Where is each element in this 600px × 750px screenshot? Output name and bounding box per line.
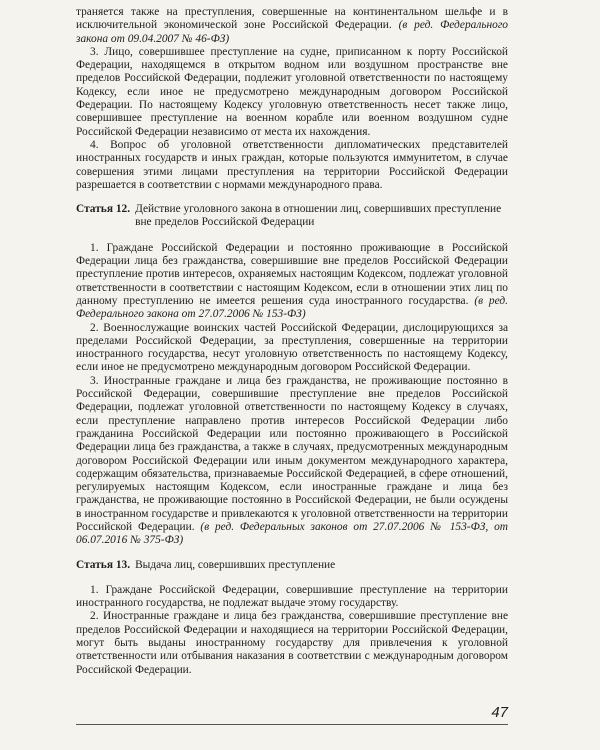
paragraph-3-vessel: 3. Лицо, совершившее преступление на судне, приписанном к порту Российской Федерации, находящемся в открытом водном или воздушном пространстве вне пределов Российской Федерации, подлежит уголовной ответственности по настоящему Кодексу, если иное не предусмотрено международным договором Российской Федерации. По настоящему Кодексу уголовную ответственность несет также лицо, совершившее преступление на военном корабле или военном воздушном судне Российской Федерации независимо от места их нахождения. <box>76 45 508 138</box>
article-12-number: Статья 12. <box>76 203 131 216</box>
article-13-number: Статья 13. <box>76 558 131 571</box>
page-number: 47 <box>491 704 508 721</box>
article-12-paragraph-2: 2. Военнослужащие воинских частей Российской Федерации, дислоцирующихся за пределами Российской Федерации, за преступления, совершенные на территории иностранного государства, несут уголовную ответственность по настоящему Кодексу, если иное не предусмотрено международным договором Российской Федерации. <box>76 321 508 374</box>
article-12-paragraph-3 <box>76 375 508 548</box>
amendment-reference: (в ред. Федеральных законов от 27.07.2006 № 153-ФЗ, от 06.07.2016 № 375-ФЗ) <box>76 520 508 547</box>
amendment-reference: (в ред. Федерального закона от 27.07.2006 № 153-ФЗ) <box>76 294 508 321</box>
paragraph-text: 3. Иностранные граждане и лица без гражданства, не проживающие постоянно в Российской Федерации, совершившие преступление вне пределов Российской Федерации, подлежат уголовной ответственности по настоящему Кодексу в случаях, если преступление направлено против интересов Российской Федерации либо гражданина Российской Федерации или постоянно проживающего в Российской Федерации лица без гражданства, а также в случаях, предусмотренных международным договором Российской Федерации или иным документом международного характера, содержащим обязательства, признаваемые Российской Федерацией, в сфере отношений, регулируемых настоящим Кодексом, если иностранные граждане и лица без гражданства, не проживающие постоянно в Российской Федерации, не были осуждены в иностранном государстве и привлекаются к уголовной ответственности на территории Российской Федерации. <box>76 374 508 533</box>
article-13-heading <box>76 559 508 572</box>
paragraph-text: 1. Граждане Российской Федерации и постоянно проживающие в Российской Федерации лица без гражданства, совершившие вне пределов Российской Федерации преступление против интересов, охраняемых настоящим Кодексом, подлежат уголовной ответственности в соответствии с настоящим Кодексом, если в отношении этих лиц по данному преступлению не имеется решения суда иностранного государства. <box>76 241 508 307</box>
page-footer <box>76 704 508 725</box>
article-12-paragraph-1 <box>76 242 508 322</box>
article-13-title: Выдача лиц, совершивших преступление <box>135 558 336 571</box>
paragraph-4-diplomats: 4. Вопрос об уголовной ответственности дипломатических представителей иностранных государств и иных граждан, которые пользуются иммунитетом, в случае совершения этими лицами преступления на территории Российской Федерации разрешается в соответствии с нормами международного права. <box>76 138 508 191</box>
paragraph-text: траняется также на преступления, совершенные на континентальном шельфе и в исключительной экономической зоне Российской Федерации. <box>76 6 508 32</box>
paragraph-continent-shelf <box>76 6 508 46</box>
article-12-title: Действие уголовного закона в отношении лиц, совершивших преступление вне пределов Российской Федерации <box>135 203 502 229</box>
article-13-paragraph-1: 1. Граждане Российской Федерации, совершившие преступление на территории иностранного государства, не подлежат выдаче этому государству. <box>76 583 508 610</box>
article-12-heading <box>76 203 508 230</box>
article-13-paragraph-2: 2. Иностранные граждане и лица без гражданства, совершившие преступление вне пределов Российской Федерации и находящиеся на территории Российской Федерации, могут быть выданы иностранному государству для привлечения к уголовной ответственности или отбывания наказания в соответствии с международным договором Российской Федерации. <box>76 610 508 676</box>
amendment-reference: (в ред. Федерального закона от 09.04.2007 № 46-ФЗ) <box>76 19 508 45</box>
